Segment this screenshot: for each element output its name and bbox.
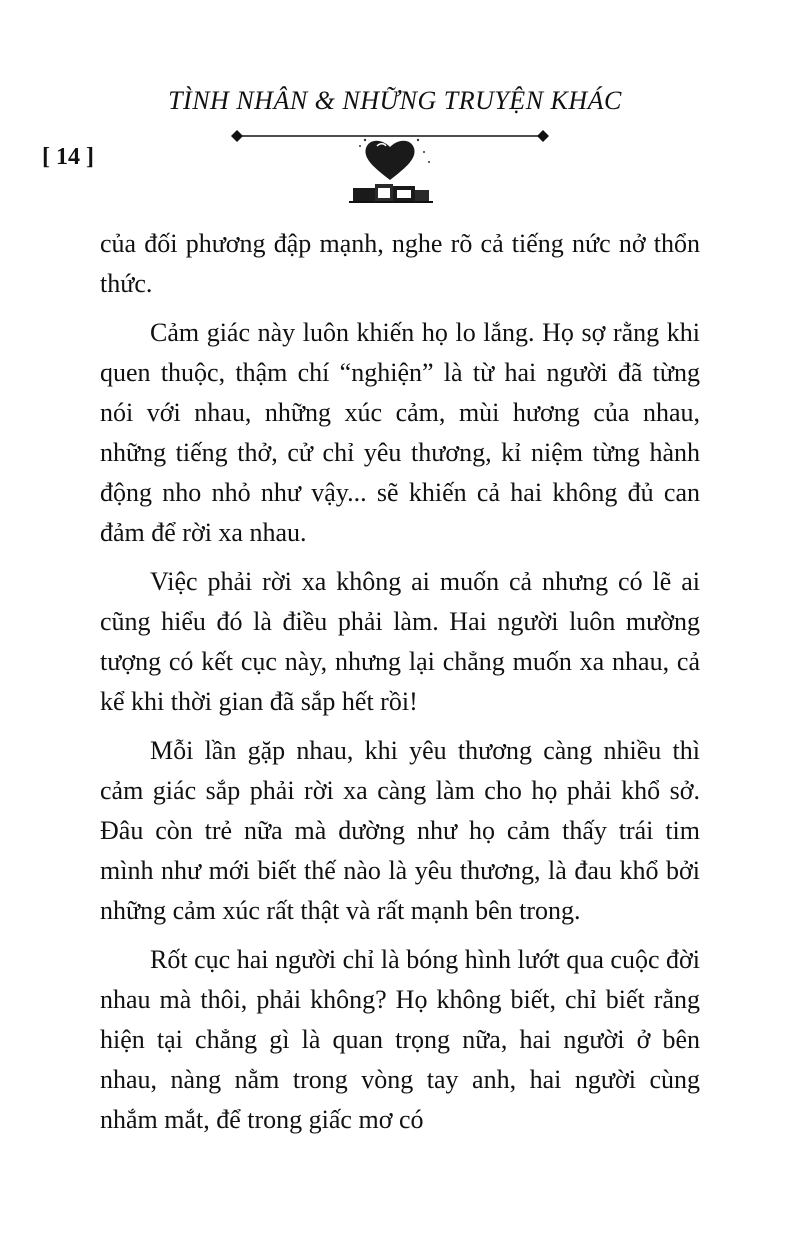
ornament-box-left: [353, 188, 375, 202]
paragraph: Mỗi lần gặp nhau, khi yêu thương càng nhiều thì cảm giác sắp phải rời xa càng làm cho họ phải khổ sở. Đâu còn trẻ nữa mà dường như họ cảm thấy trái tim mình như mới biết thế nào là yêu thương, là đau khổ bởi những cảm xúc rất thật và rất mạnh bên trong.: [100, 736, 700, 925]
paragraph: Rốt cục hai người chỉ là bóng hình lướt qua cuộc đời nhau mà thôi, phải không? Họ không biết, chỉ biết rằng hiện tại chẳng gì là quan trọng nữa, hai người ở bên nhau, nàng nằm trong vòng tay anh, hai người cùng nhắm mắt, để trong giấc mơ có: [100, 945, 700, 1134]
body-text: [100, 224, 700, 1149]
heart-ornament-icon: [225, 122, 555, 212]
ornament-diamond-right: [537, 130, 549, 142]
paragraph: Cảm giác này luôn khiến họ lo lắng. Họ sợ rằng khi quen thuộc, thậm chí “nghiện” là từ hai người đã từng nói với nhau, những xúc cảm, mùi hương của nhau, những tiếng thở, cử chỉ yêu thương, kỉ niệm từng hành động nho nhỏ như vậy... sẽ khiến cả hai không đủ can đảm để rời xa nhau.: [100, 318, 700, 547]
paragraph: của đối phương đập mạnh, nghe rõ cả tiếng nức nở thổn thức.: [100, 229, 700, 298]
running-title: TÌNH NHÂN & NHỮNG TRUYỆN KHÁC: [168, 86, 622, 115]
page-number: [ 14 ]: [42, 144, 94, 170]
ornament-heart: [365, 141, 414, 180]
ornament-diamond-left: [231, 130, 243, 142]
paragraph: Việc phải rời xa không ai muốn cả nhưng có lẽ ai cũng hiểu đó là điều phải làm. Hai người luôn mường tượng có kết cục này, nhưng lại chẳng muốn xa nhau, cả kể khi thời gian đã sắp hết rồi!: [100, 567, 700, 716]
